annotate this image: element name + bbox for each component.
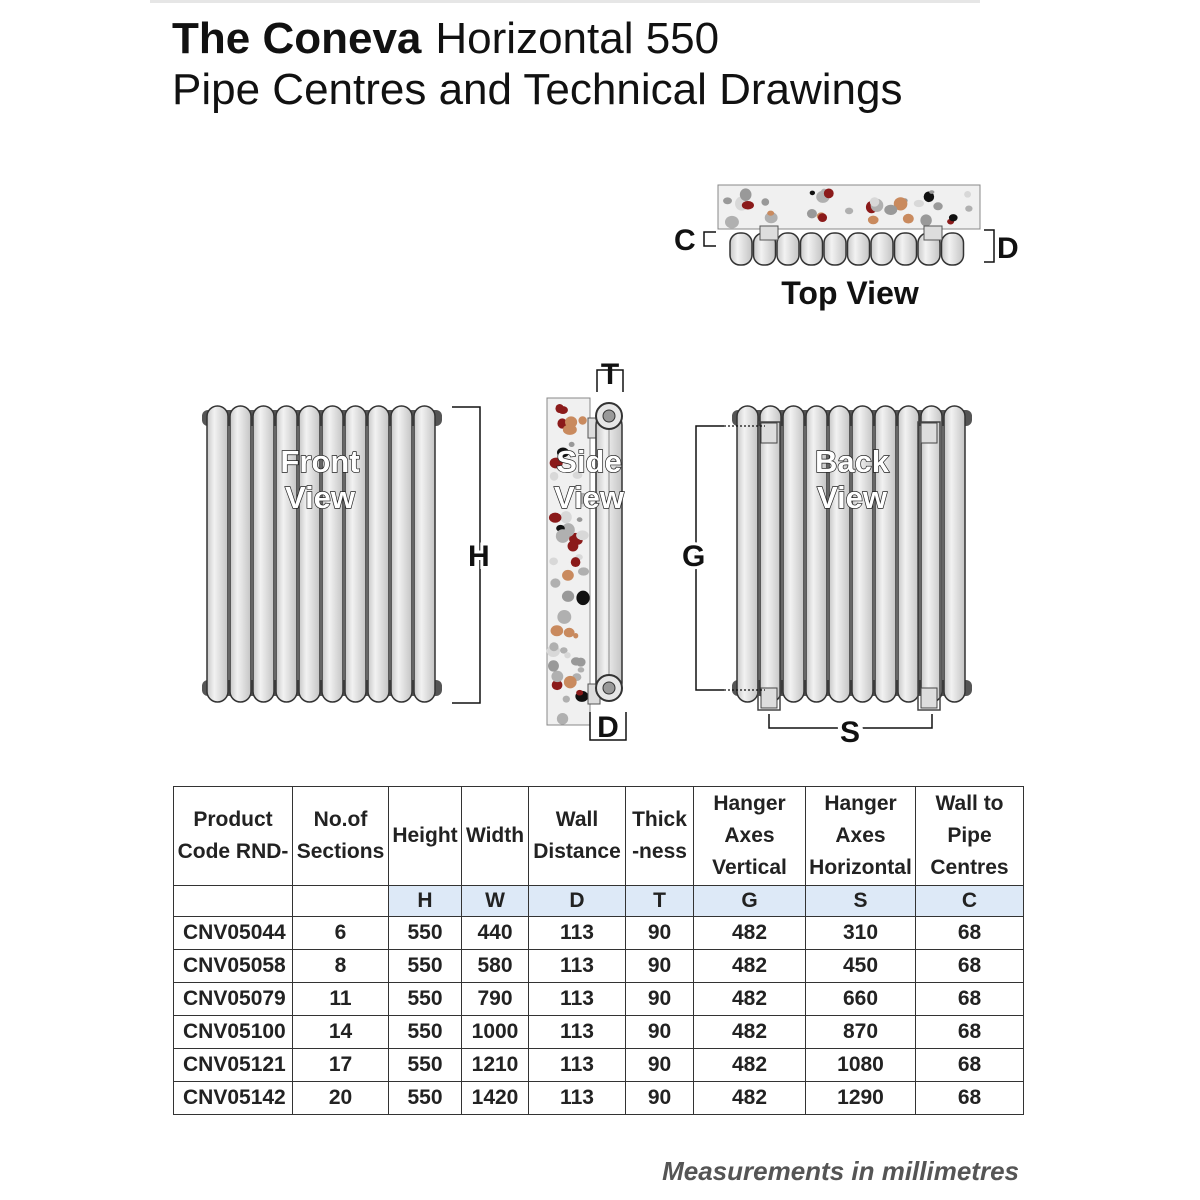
table-cell: 660 xyxy=(806,983,916,1016)
top-view-tube xyxy=(848,233,870,265)
table-cell: 1420 xyxy=(462,1082,529,1115)
table-cell: CNV05058 xyxy=(174,950,293,983)
radiator-tube xyxy=(253,406,274,702)
table-cell: 14 xyxy=(293,1016,389,1049)
wall-speckle xyxy=(548,660,559,671)
wall-speckle xyxy=(564,628,575,638)
top-view-tube xyxy=(871,233,893,265)
table-row xyxy=(174,1016,1024,1049)
subtitle: Pipe Centres and Technical Drawings xyxy=(172,65,903,114)
table-cell: 870 xyxy=(806,1016,916,1049)
symbol-cell: W xyxy=(462,886,529,917)
wall-speckle xyxy=(725,216,739,228)
wall-speckle xyxy=(914,200,924,207)
symbol-cell: D xyxy=(529,886,626,917)
wall-speckle xyxy=(549,557,558,565)
radiator-tube xyxy=(737,406,758,702)
side-view-dim-t: T xyxy=(600,358,620,391)
top-view-tube xyxy=(895,233,917,265)
table-cell: 790 xyxy=(462,983,529,1016)
table-cell: 8 xyxy=(293,950,389,983)
table-cell: 90 xyxy=(626,1082,694,1115)
table-cell: CNV05142 xyxy=(174,1082,293,1115)
wall-speckle xyxy=(576,690,583,696)
wall-speckle xyxy=(964,191,971,198)
wall-speckle xyxy=(568,541,579,552)
wall-speckle xyxy=(818,213,827,222)
wall-speckle xyxy=(767,211,774,216)
table-cell: 90 xyxy=(626,1016,694,1049)
table-cell: 20 xyxy=(293,1082,389,1115)
front-view-dim-h: H xyxy=(468,540,490,573)
wall-speckle xyxy=(868,216,879,225)
wall-speckle xyxy=(723,197,732,204)
back-view-bracket-top-left xyxy=(761,423,777,443)
wall-speckle xyxy=(807,209,817,218)
radiator-tube xyxy=(414,406,435,702)
wall-speckle xyxy=(577,517,583,522)
side-view-header-bottom-inner xyxy=(603,682,615,694)
wall-speckle xyxy=(920,214,931,226)
front-view-label-line2: View xyxy=(284,480,356,515)
wall-speckle xyxy=(557,713,568,725)
table-header-row xyxy=(174,787,1024,886)
side-view-drawing xyxy=(547,358,626,744)
wall-speckle xyxy=(845,208,853,215)
symbol-cell xyxy=(174,886,293,917)
table-row xyxy=(174,1082,1024,1115)
table-row xyxy=(174,983,1024,1016)
symbol-cell xyxy=(293,886,389,917)
top-view-tube xyxy=(942,233,964,265)
wall-speckle xyxy=(576,658,586,667)
table-cell: 1080 xyxy=(806,1049,916,1082)
table-cell: 482 xyxy=(694,1016,806,1049)
table-cell: 1000 xyxy=(462,1016,529,1049)
col-header-sections: No.of Sections xyxy=(293,787,389,886)
wall-speckle xyxy=(551,671,563,682)
wall-speckle xyxy=(740,188,752,201)
wall-speckle xyxy=(578,416,586,424)
symbol-cell: C xyxy=(916,886,1024,917)
radiator-tube xyxy=(760,406,781,702)
col-header-height: Height xyxy=(389,787,462,886)
radiator-tube xyxy=(898,406,919,702)
table-row xyxy=(174,1049,1024,1082)
col-header-wall-distance: Wall Distance xyxy=(529,787,626,886)
back-view-dim-s: S xyxy=(839,716,861,749)
wall-speckle xyxy=(929,190,934,194)
table-cell: 68 xyxy=(916,983,1024,1016)
top-view-bracket-left xyxy=(760,226,778,240)
side-view-header-top-inner xyxy=(603,410,615,422)
table-cell: CNV05121 xyxy=(174,1049,293,1082)
table-cell: 68 xyxy=(916,1082,1024,1115)
radiator-tube xyxy=(230,406,251,702)
radiator-tube xyxy=(207,406,228,702)
wall-speckle xyxy=(562,591,574,602)
table-cell: 550 xyxy=(389,1049,462,1082)
symbol-cell: T xyxy=(626,886,694,917)
top-view-tube xyxy=(824,233,846,265)
table-cell: 1290 xyxy=(806,1082,916,1115)
back-view-label-line2: View xyxy=(816,480,888,515)
wall-speckle xyxy=(578,567,589,575)
model-name: Horizontal 550 xyxy=(435,14,720,63)
wall-speckle xyxy=(557,610,571,624)
table-cell: 113 xyxy=(529,917,626,950)
measurement-note: Measurements in millimetres xyxy=(662,1156,1019,1186)
table-cell: CNV05079 xyxy=(174,983,293,1016)
table-cell: 6 xyxy=(293,917,389,950)
table-cell: CNV05044 xyxy=(174,917,293,950)
col-header-hanger-vertical: Hanger Axes Vertical xyxy=(694,787,806,886)
symbol-cell: H xyxy=(389,886,462,917)
wall-speckle xyxy=(810,191,815,196)
wall-speckle xyxy=(562,570,574,581)
side-view-label-line1: Side xyxy=(556,444,622,479)
table-cell: 450 xyxy=(806,950,916,983)
table-cell: 68 xyxy=(916,917,1024,950)
wall-speckle xyxy=(761,198,769,205)
top-view-label: Top View xyxy=(781,275,919,311)
table-cell: 550 xyxy=(389,917,462,950)
symbol-cell: G xyxy=(694,886,806,917)
specification-table xyxy=(173,786,1024,1115)
wall-speckle xyxy=(949,214,958,221)
wall-speckle xyxy=(571,557,581,567)
wall-speckle xyxy=(576,530,589,540)
col-header-hanger-horizontal: Hanger Axes Horizontal xyxy=(806,787,916,886)
wall-speckle xyxy=(556,529,570,543)
back-view-bracket-bottom-right xyxy=(921,688,937,708)
wall-speckle xyxy=(578,667,585,672)
table-cell: 90 xyxy=(626,1049,694,1082)
table-cell: 68 xyxy=(916,950,1024,983)
table-cell: 482 xyxy=(694,983,806,1016)
table-cell: 440 xyxy=(462,917,529,950)
top-view-bracket-right xyxy=(924,226,942,240)
table-cell: 113 xyxy=(529,983,626,1016)
back-view-bracket-top-right xyxy=(921,423,937,443)
wall-speckle xyxy=(550,578,560,587)
back-view-label-line1: Back xyxy=(814,444,890,479)
wall-speckle xyxy=(965,205,972,211)
wall-speckle xyxy=(903,214,914,224)
wall-speckle xyxy=(933,202,942,210)
table-cell: 310 xyxy=(806,917,916,950)
col-header-wall-to-pipe: Wall to Pipe Centres xyxy=(916,787,1024,886)
wall-speckle xyxy=(563,696,570,703)
radiator-tube xyxy=(783,406,804,702)
table-cell: 17 xyxy=(293,1049,389,1082)
table-cell: 550 xyxy=(389,1082,462,1115)
table-cell: 550 xyxy=(389,950,462,983)
top-view-dim-c: C xyxy=(674,224,696,257)
table-cell: 482 xyxy=(694,917,806,950)
table-cell: 90 xyxy=(626,983,694,1016)
wall-speckle xyxy=(555,404,563,413)
top-view-drawing xyxy=(674,185,1019,311)
wall-speckle xyxy=(564,652,570,658)
radiator-tube xyxy=(921,406,942,702)
table-cell: 11 xyxy=(293,983,389,1016)
table-symbol-row xyxy=(174,886,1024,917)
table-cell: 68 xyxy=(916,1016,1024,1049)
table-cell: 90 xyxy=(626,950,694,983)
wall-speckle xyxy=(870,197,880,206)
wall-speckle xyxy=(742,201,754,210)
table-cell: CNV05100 xyxy=(174,1016,293,1049)
table-cell: 113 xyxy=(529,1082,626,1115)
front-view-drawing xyxy=(202,406,490,703)
radiator-tube xyxy=(368,406,389,702)
top-view-dim-d-bracket xyxy=(984,230,994,262)
table-cell: 482 xyxy=(694,950,806,983)
table-cell: 482 xyxy=(694,1049,806,1082)
top-view-tube xyxy=(801,233,823,265)
table-cell: 482 xyxy=(694,1082,806,1115)
table-cell: 550 xyxy=(389,983,462,1016)
back-view-drawing xyxy=(682,406,972,749)
wall-speckle xyxy=(564,676,577,689)
front-view-label-line1: Front xyxy=(280,444,360,479)
table-cell: 113 xyxy=(529,1049,626,1082)
side-view-dim-d: D xyxy=(597,711,619,744)
back-view-dim-g: G xyxy=(682,540,706,573)
brand-name: The Coneva xyxy=(172,14,422,63)
table-row xyxy=(174,950,1024,983)
top-view-tube xyxy=(730,233,752,265)
table-cell: 580 xyxy=(462,950,529,983)
table-cell: 550 xyxy=(389,1016,462,1049)
wall-speckle xyxy=(824,188,834,198)
radiator-tube xyxy=(944,406,965,702)
col-header-width: Width xyxy=(462,787,529,886)
symbol-cell: S xyxy=(806,886,916,917)
table-cell: 113 xyxy=(529,950,626,983)
col-header-product-code: Product Code RND- xyxy=(174,787,293,886)
wall-speckle xyxy=(549,642,558,651)
top-view-tube xyxy=(777,233,799,265)
wall-speckle xyxy=(576,591,589,606)
table-row xyxy=(174,917,1024,950)
wall-speckle xyxy=(563,425,577,435)
wall-speckle xyxy=(551,625,564,636)
side-view-label-line2: View xyxy=(553,480,625,515)
table-cell: 113 xyxy=(529,1016,626,1049)
wall-speckle xyxy=(884,205,897,215)
table-cell: 90 xyxy=(626,917,694,950)
top-view-dim-c-bracket xyxy=(704,232,716,246)
back-view-bracket-bottom-left xyxy=(761,688,777,708)
top-view-dim-d: D xyxy=(997,232,1019,265)
radiator-tube xyxy=(391,406,412,702)
table-cell: 68 xyxy=(916,1049,1024,1082)
col-header-thickness: Thick -ness xyxy=(626,787,694,886)
table-cell: 1210 xyxy=(462,1049,529,1082)
